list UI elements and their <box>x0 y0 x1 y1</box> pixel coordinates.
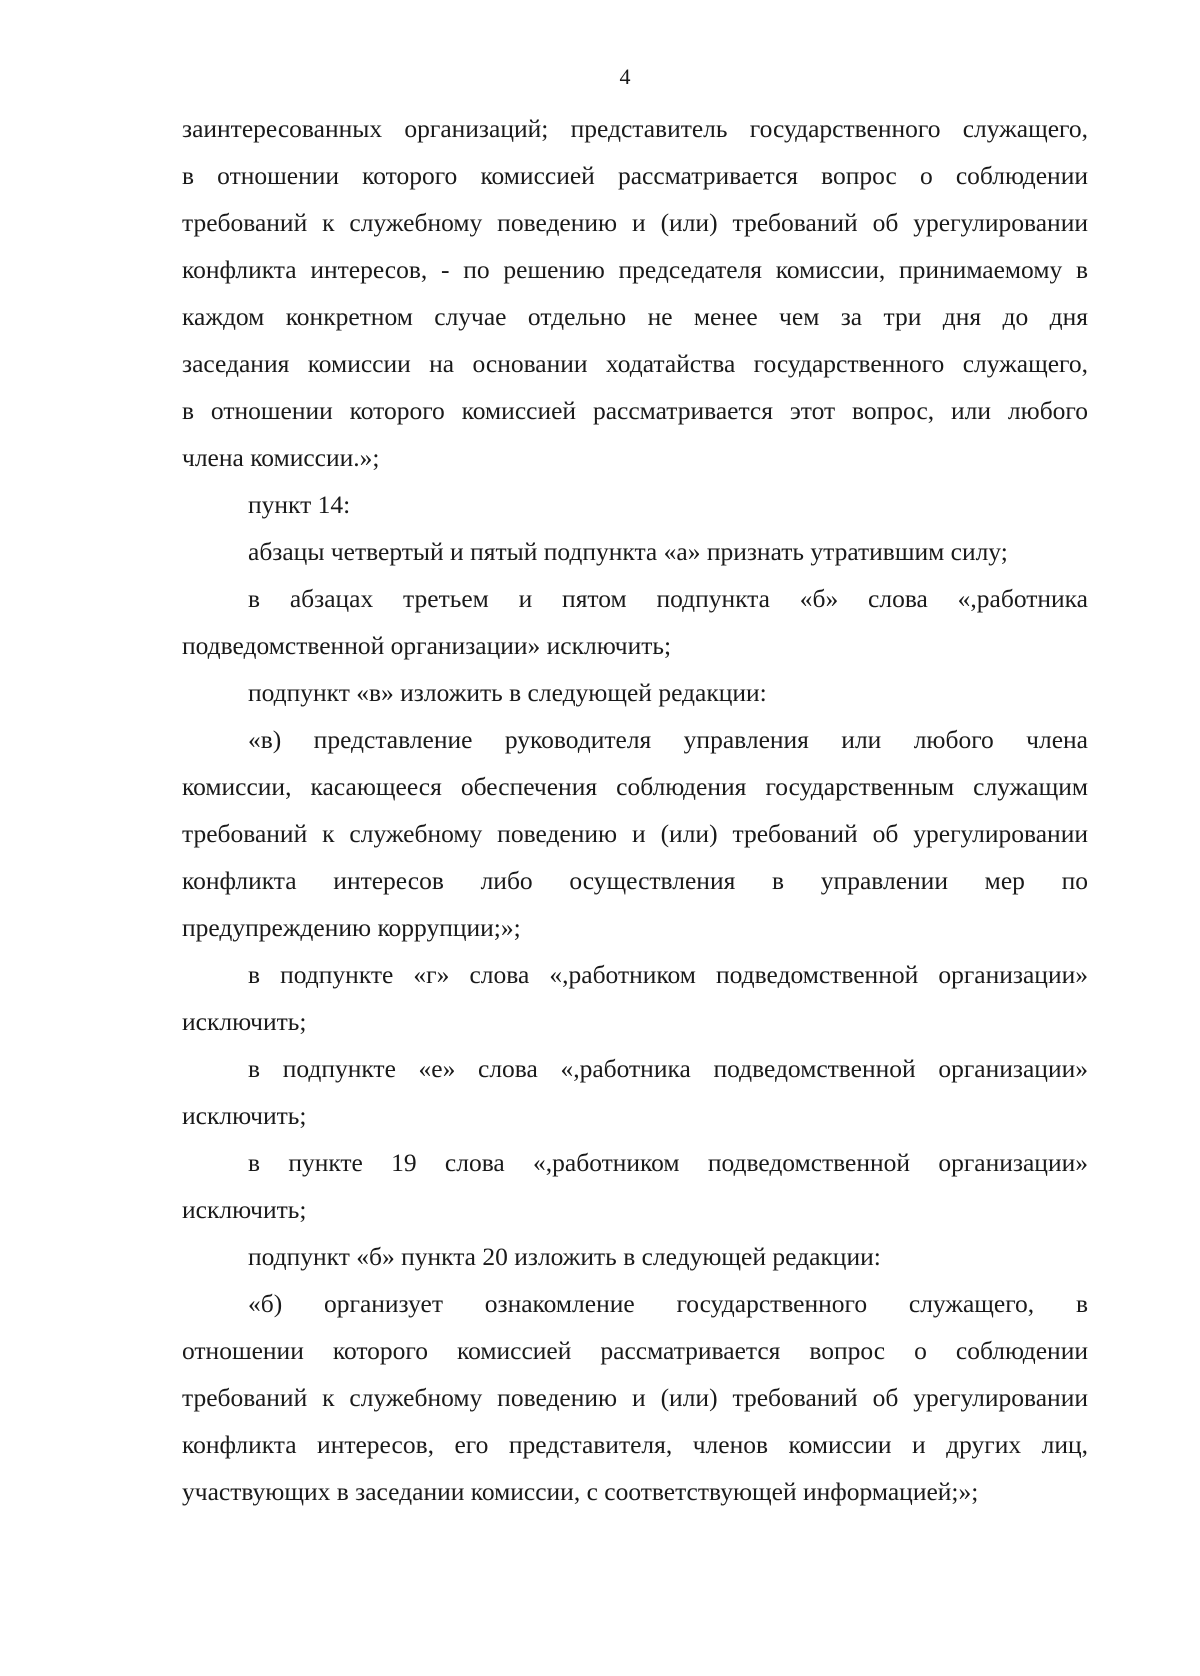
text-line: «в) представление руководителя управления или любого члена <box>248 725 1088 754</box>
text-line: конфликта интересов либо осуществления в управлении мер по <box>182 866 1088 895</box>
text-line: конфликта интересов, его представителя, членов комиссии и других лиц, <box>182 1430 1088 1459</box>
text-line: в отношении которого комиссией рассматривается вопрос о соблюдении <box>182 161 1088 190</box>
text-line: требований к служебному поведению и (или) требований об урегулировании <box>182 1383 1088 1412</box>
text-line: пункт 14: <box>248 490 351 519</box>
text-line: подпункт «в» изложить в следующей редакции: <box>248 678 767 707</box>
text-line: заинтересованных организаций; представитель государственного служащего, <box>182 114 1088 143</box>
text-line: исключить; <box>182 1101 307 1130</box>
text-line: в отношении которого комиссией рассматривается этот вопрос, или любого <box>182 396 1088 425</box>
text-line: в пункте 19 слова «,работником подведомственной организации» <box>248 1148 1088 1177</box>
page-number: 4 <box>619 64 631 89</box>
text-line: отношении которого комиссией рассматривается вопрос о соблюдении <box>182 1336 1088 1365</box>
text-line: заседания комиссии на основании ходатайства государственного служащего, <box>182 349 1088 378</box>
text-line: предупреждению коррупции;»; <box>182 913 521 942</box>
text-line: участвующих в заседании комиссии, с соответствующей информацией;»; <box>182 1477 979 1506</box>
text-line: подпункт «б» пункта 20 изложить в следующей редакции: <box>248 1242 881 1271</box>
text-line: «б) организует ознакомление государственного служащего, в <box>248 1289 1088 1318</box>
text-line: требований к служебному поведению и (или) требований об урегулировании <box>182 208 1088 237</box>
text-line: в подпункте «г» слова «,работником подведомственной организации» <box>248 960 1088 989</box>
text-line: каждом конкретном случае отдельно не менее чем за три дня до дня <box>182 302 1088 331</box>
text-line: абзацы четвертый и пятый подпункта «а» признать утратившим силу; <box>248 537 1008 566</box>
text-line: в подпункте «е» слова «,работника подведомственной организации» <box>248 1054 1088 1083</box>
document-body <box>182 105 1088 1515</box>
text-line: члена комиссии.»; <box>182 443 380 472</box>
text-line: в абзацах третьем и пятом подпункта «б» слова «,работника <box>248 584 1088 613</box>
text-line: конфликта интересов, - по решению председателя комиссии, принимаемому в <box>182 255 1088 284</box>
text-line: комиссии, касающееся обеспечения соблюдения государственным служащим <box>182 772 1088 801</box>
text-line: исключить; <box>182 1007 307 1036</box>
text-line: подведомственной организации» исключить; <box>182 631 672 660</box>
text-line: исключить; <box>182 1195 307 1224</box>
text-line: требований к служебному поведению и (или) требований об урегулировании <box>182 819 1088 848</box>
